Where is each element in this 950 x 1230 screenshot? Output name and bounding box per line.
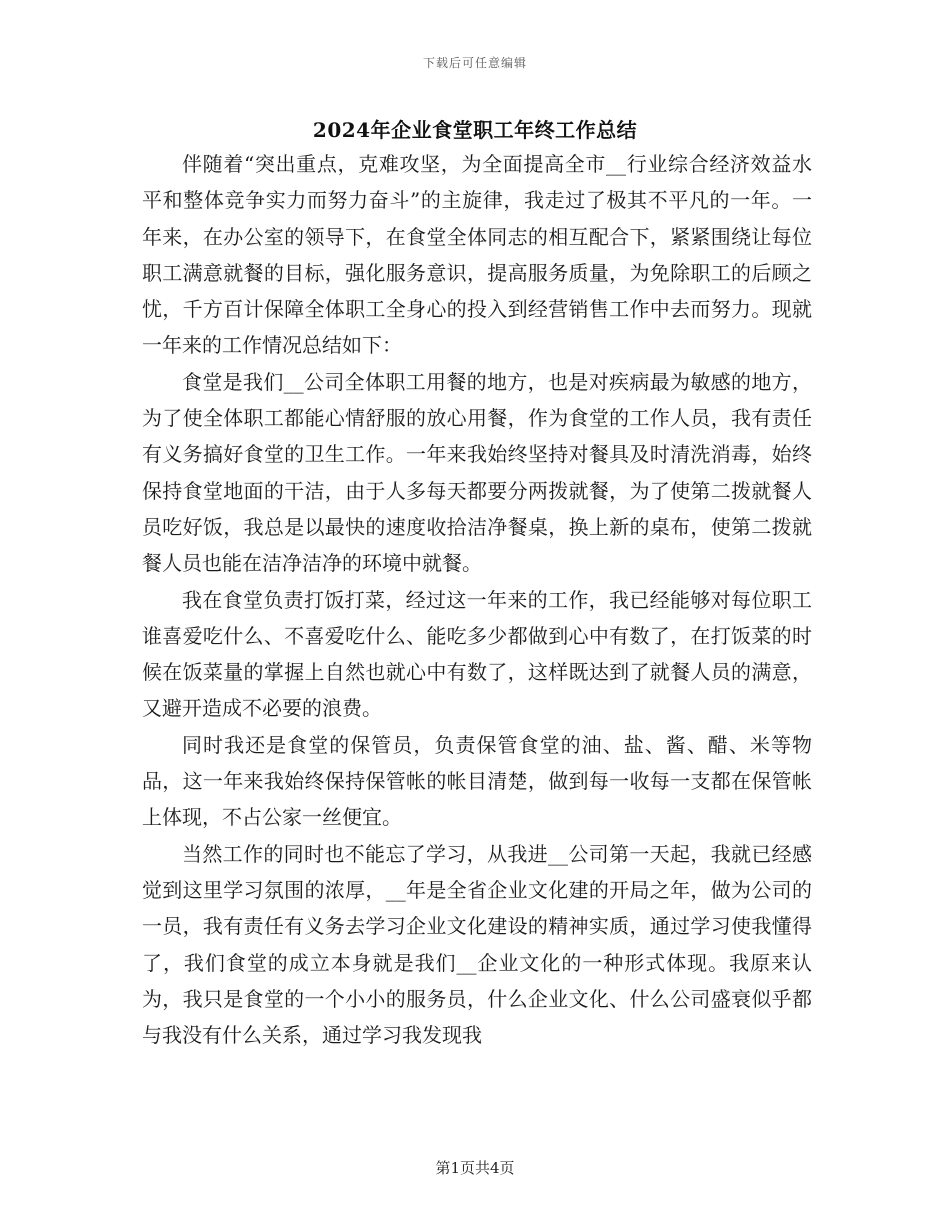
paragraph-serving: 我在食堂负责打饭打菜，经过这一年来的工作，我已经能够对每位职工谁喜爱吃什么、不喜爱吃什么、能吃多少都做到心中有数了，在打饭菜的时候在饭菜量的掌握上自然也就心中有数了，这样既达到了就餐人员的满意，又避开造成不必要的浪费。 (142, 587, 812, 721)
paragraph-hygiene: 食堂是我们__公司全体职工用餐的地方，也是对疾病最为敏感的地方，为了使全体职工都能心情舒服的放心用餐，作为食堂的工作人员，我有责任有义务搞好食堂的卫生工作。一年来我始终坚持对餐具及时清洗消毒，始终保持食堂地面的干洁，由于人多每天都要分两拨就餐，为了使第二拨就餐人员吃好饭，我总是以最快的速度收拾洁净餐桌，换上新的桌布，使第二拨就餐人员也能在洁净洁净的环境中就餐。 (142, 369, 812, 576)
paragraph-storekeeping: 同时我还是食堂的保管员，负责保管食堂的油、盐、酱、醋、米等物品，这一年来我始终保持保管帐的帐目清楚，做到每一收每一支都在保管帐上体现，不占公家一丝便宜。 (142, 732, 812, 830)
page-number: 第1页共4页 (435, 1159, 515, 1177)
header-note: 下载后可任意编辑 (422, 56, 527, 70)
document-title: 2024年企业食堂职工年终工作总结 (312, 118, 638, 142)
paragraph-intro: 伴随着“突出重点，克难攻坚，为全面提高全市__行业综合经济效益水平和整体竞争实力而努力奋斗”的主旋律，我走过了极其不平凡的一年。一年来，在办公室的领导下，在食堂全体同志的相互配合下，紧紧围绕让每位职工满意就餐的目标，强化服务意识，提高服务质量，为免除职工的后顾之忧，千方百计保障全体职工全身心的投入到经营销售工作中去而努力。现就一年来的工作情况总结如下： (142, 152, 812, 358)
document-body (142, 146, 812, 1053)
paragraph-learning: 当然工作的同时也不能忘了学习，从我进__公司第一天起，我就已经感觉到这里学习氛围的浓厚，__年是全省企业文化建的开局之年，做为公司的一员，我有责任有义务去学习企业文化建设的精神实质，通过学习使我懂得了，我们食堂的成立本身就是我们__企业文化的一种形式体现。我原来认为，我只是食堂的一个小小的服务员，什么企业文化、什么公司盛衰似乎都与我没有什么关系，通过学习我发现我 (142, 841, 812, 1048)
